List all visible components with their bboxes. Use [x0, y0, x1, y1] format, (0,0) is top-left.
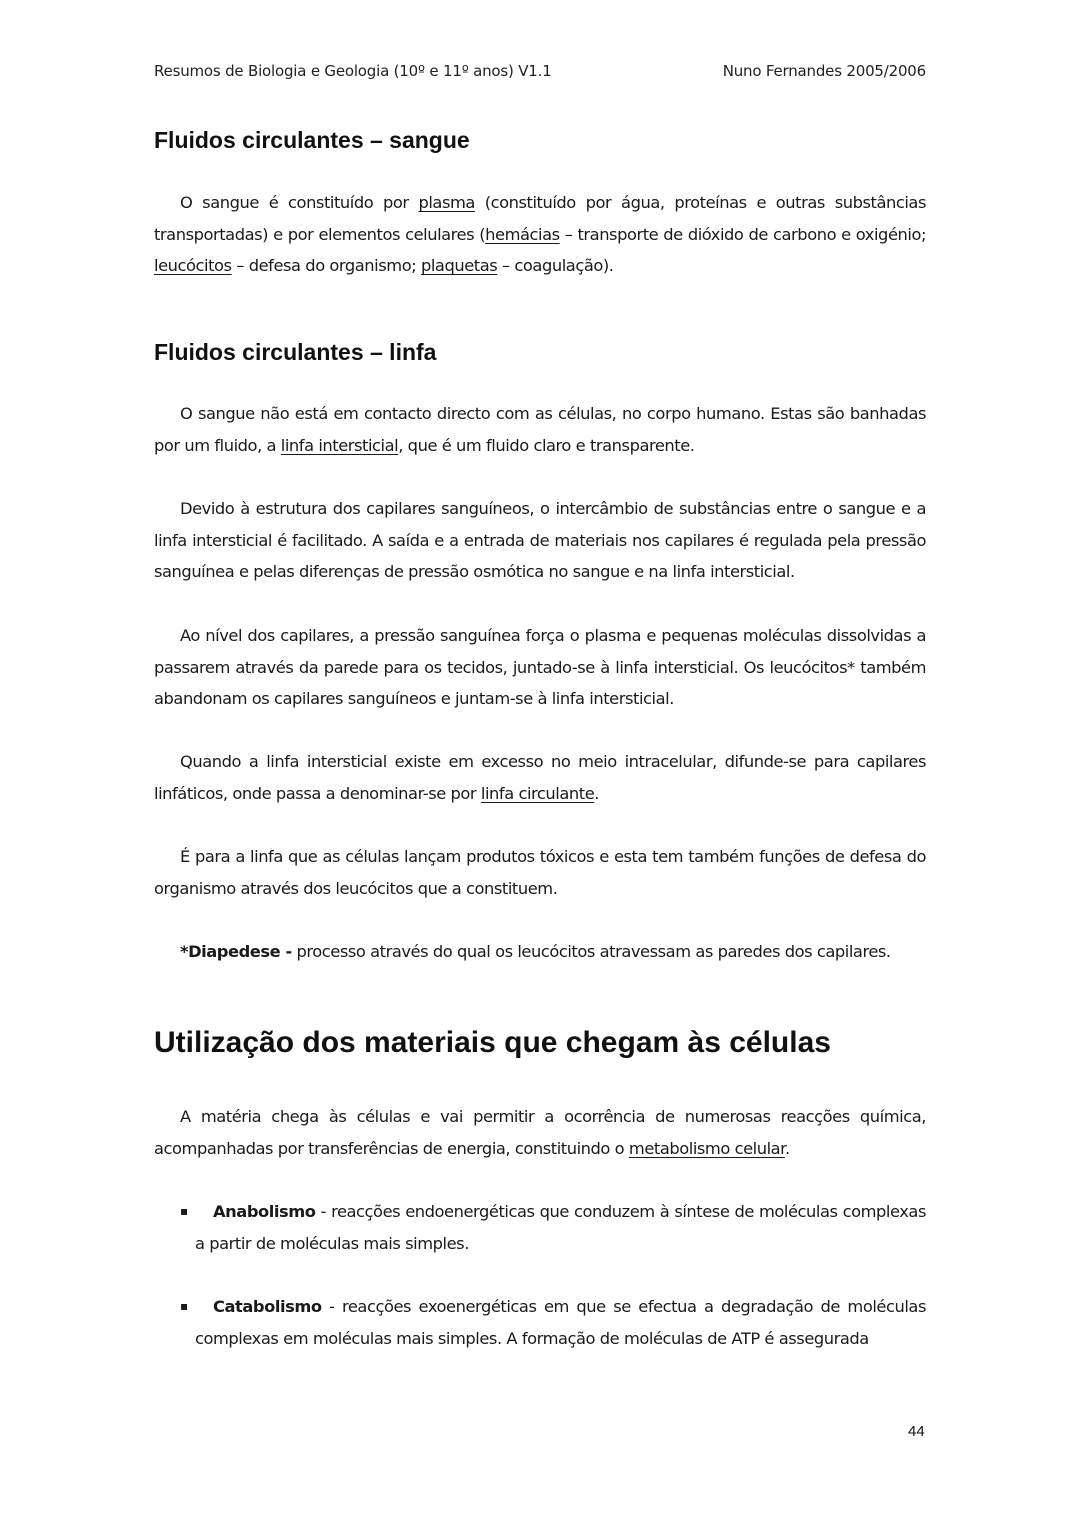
term-plaquetas: plaquetas — [420, 256, 498, 275]
term-metabolismo-celular: metabolismo celular — [628, 1138, 785, 1158]
term-hemacias: hemácias — [485, 224, 560, 244]
paragraph-linfa-5: É para a linfa que as células lançam produtos tóxicos e esta tem também funções de defesa do organismo através dos leucócitos que a constituem. — [154, 847, 926, 898]
paragraph-metabolismo: A matéria chega às células e vai permitir a ocorrência de numerosas reacções química, acompanhadas por transferências de energia, constituindo o metabolismo celular. — [154, 1107, 926, 1158]
header-title: Resumos de Biologia e Geologia (10º e 11º anos) V1.1 — [154, 62, 552, 80]
paragraph-linfa-4: Quando a linfa intersticial existe em excesso no meio intracelular, difunde-se para capilares linfáticos, onde passa a denominar-se por linfa circulante. — [154, 752, 926, 803]
term-linfa-intersticial: linfa intersticial — [280, 435, 399, 455]
paragraph-linfa-1: O sangue não está em contacto directo com as células, no corpo humano. Estas são banhadas por um fluido, a linfa intersticial, que é um fluido claro e transparente. — [154, 404, 926, 455]
term-linfa-circulante: linfa circulante — [480, 783, 595, 803]
paragraph-linfa-2: Devido à estrutura dos capilares sanguíneos, o intercâmbio de substâncias entre o sangue e a linfa intersticial é facilitado. A saída e a entrada de materiais nos capilares é regulada pela pressão sanguínea e pelas diferenças de pressão osmótica no sangue e na linfa intersticial. — [154, 499, 926, 581]
list-item-anabolismo: ▪ Anabolismo - reacções endoenergéticas que conduzem à síntese de moléculas complexas a partir de moléculas mais simples. — [180, 1196, 926, 1259]
paragraph-sangue: O sangue é constituído por plasma (constituído por água, proteínas e outras substâncias transportadas) e por elementos celulares (hemácias – transporte de dióxido de carbono e oxigénio; leucócitos – defesa do organismo; plaquetas – coagulação). — [154, 193, 926, 275]
term-plasma: plasma — [418, 193, 475, 212]
header-author: Nuno Fernandes 2005/2006 — [722, 62, 926, 80]
list-item-catabolismo: ▪ Catabolismo - reacções exoenergéticas em que se efectua a degradação de moléculas complexas em moléculas mais simples. A formação de moléculas de ATP é assegurada — [180, 1291, 926, 1354]
footnote-term: *Diapedese - — [180, 942, 292, 961]
footnote-diapedese: *Diapedese - processo através do qual os leucócitos atravessam as paredes dos capilares. — [180, 942, 891, 961]
section-heading-linfa: Fluidos circulantes – linfa — [154, 339, 437, 365]
page-number: 44 — [908, 1423, 925, 1440]
bullet-square-icon: ▪ — [180, 1204, 188, 1218]
term-leucocitos: leucócitos — [154, 256, 232, 275]
paragraph-linfa-3: Ao nível dos capilares, a pressão sanguínea força o plasma e pequenas moléculas dissolvidas a passarem através da parede para os tecidos, juntado-se à linfa intersticial. Os leucócitos* também abandonam os capilares sanguíneos e juntam-se à linfa intersticial. — [154, 626, 926, 708]
bullet-term: Catabolismo — [213, 1297, 322, 1316]
bullet-square-icon: ▪ — [180, 1299, 188, 1313]
section-heading-utilizacao: Utilização dos materiais que chegam às células — [154, 1026, 831, 1059]
bullet-term: Anabolismo — [213, 1202, 316, 1221]
section-heading-sangue: Fluidos circulantes – sangue — [154, 127, 470, 153]
running-header — [154, 62, 926, 80]
